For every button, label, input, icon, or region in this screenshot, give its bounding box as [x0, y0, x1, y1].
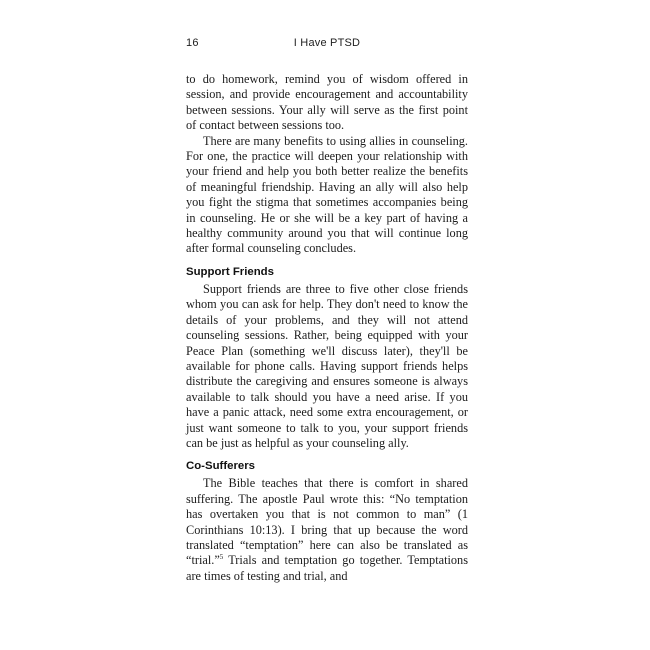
paragraph-allies-continued: to do homework, remind you of wisdom offered in session, and provide encouragement and accountability between sessions. Your ally will serve as the first point of contact between sessions too. — [186, 72, 468, 133]
page-number: 16 — [186, 37, 199, 49]
co-sufferers-text-part2: Trials and temptation go together. Temptations are times of testing and trial, and — [186, 553, 468, 583]
paragraph-support-friends: Support friends are three to five other close friends whom you can ask for help. They don't need to know the details of your problems, and they will not attend counseling sessions. Rather, being equipped with your Peace Plan (something we'll discuss later), they'll be available for phone calls. Having support friends helps distribute the caregiving and ensures someone is always available to talk should you have a need arise. If you have a panic attack, need some extra encouragement, or just want someone to talk to you, your support friends can be just as helpful as your counseling ally. — [186, 281, 468, 450]
section-heading-co-sufferers: Co-Sufferers — [186, 460, 255, 473]
co-sufferers-text-part1: The Bible teaches that there is comfort in shared suffering. The apostle Paul wrote this: “No temptation has overtaken you that is not common to man” (1 Corinthians 10:13). I bring that up because the word translated “temptation” here can also be translated as “trial.” — [186, 476, 468, 568]
paragraph-co-sufferers — [186, 476, 468, 584]
paragraph-allies-benefits: There are many benefits to using allies in counseling. For one, the practice will deepen your relationship with your friend and help you both better realize the benefits of meaningful friendship. Having an ally will also help you fight the stigma that sometimes accompanies being in counseling. He or she will be a key part of having a healthy community around you that will continue long after formal counseling concludes. — [186, 133, 468, 256]
running-title: I Have PTSD — [293, 37, 361, 49]
body-text — [186, 72, 468, 584]
footnote-marker: 5 — [219, 553, 224, 562]
running-header — [186, 37, 468, 53]
section-heading-support-friends: Support Friends — [186, 265, 274, 278]
